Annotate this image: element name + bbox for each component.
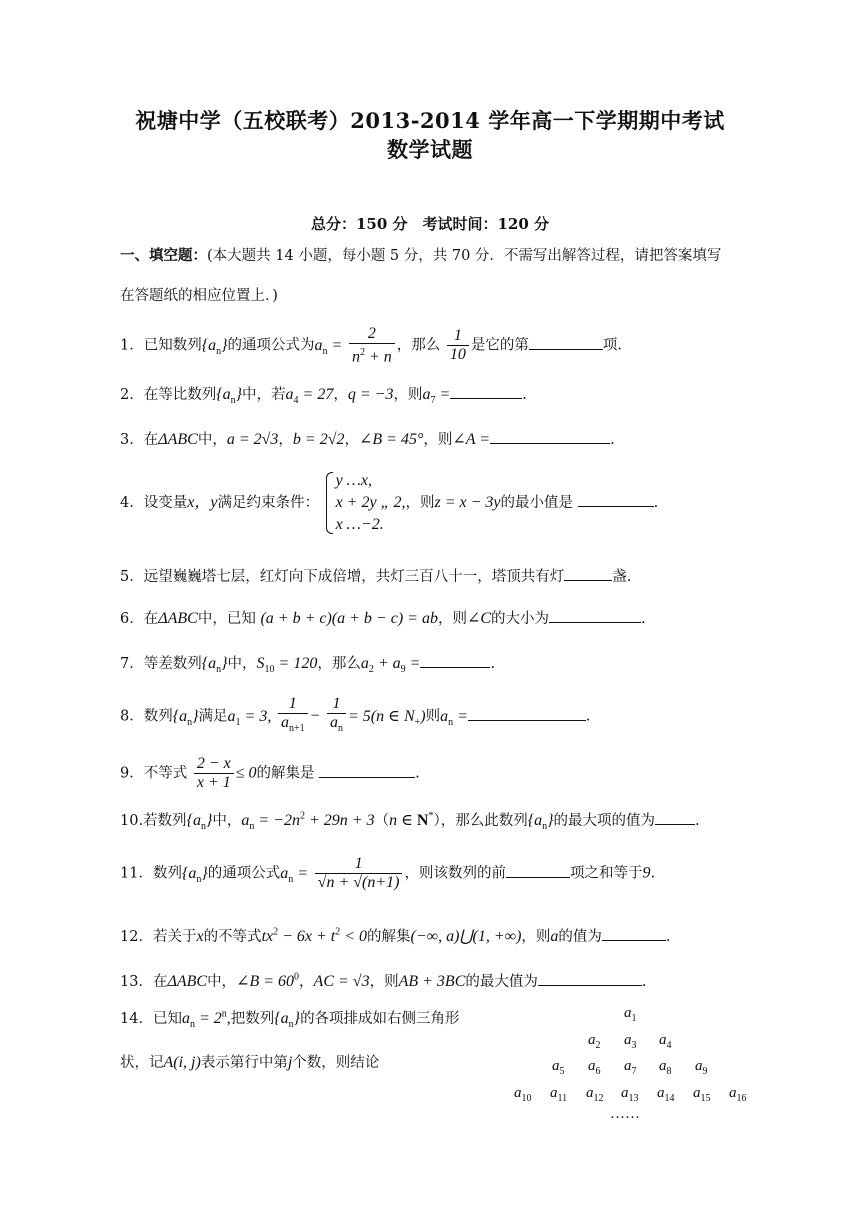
question-12: 12．若关于x的不等式$tx^2 - 6x + t^2 < 0$的解集(−∞, a)⋃(1, +∞)，则a的值为 . <box>120 926 671 945</box>
answer-blank[interactable] <box>602 926 666 941</box>
exam-meta: 总分：150 分 考试时间：120 分 <box>310 215 550 233</box>
answer-blank[interactable] <box>420 653 490 668</box>
section-instructions: (本大题共 14 小题，每小题 5 分，共 70 分．不需写出解答过程，请把答案填写 <box>207 248 722 264</box>
answer-blank[interactable] <box>450 384 522 399</box>
question-2: 2．在等比数列$\{a_n\}$中，若$a_4 = 27$，q = −3，则$a_7$ = . <box>120 386 527 407</box>
answer-blank[interactable] <box>468 706 586 721</box>
section-title: 一、填空题： <box>120 247 207 264</box>
question-7: 7．等差数列$\{a_n\}$中，$S_{10} = 120$，那么$a_2 + a_9$ = . <box>120 655 496 676</box>
answer-blank[interactable] <box>578 492 654 507</box>
answer-blank[interactable] <box>529 335 603 350</box>
question-8: 8．数列$\{a_n\}$满足$a_1 = 3$, $\frac{1}{a_{n+1}}$ − $\frac{1}{a_n}$ = 5(n ∈ $N_+$)则$a_n$ = . <box>120 695 591 735</box>
exam-subtitle: 数学试题 <box>387 137 473 162</box>
answer-blank[interactable] <box>319 763 415 778</box>
question-4: 4．设变量x，y满足约束条件： y …x, x + 2y „ 2, x …−2. ，则z = x − 3y的最小值是 . <box>120 472 659 533</box>
exam-title: 祝塘中学（五校联考）2013-2014 学年高一下学期期中考试 <box>135 108 725 133</box>
answer-blank[interactable] <box>506 863 570 878</box>
answer-blank[interactable] <box>490 429 610 444</box>
question-13: 13．在ΔABC中，∠B = $60^0$，AC = √3，则AB + 3BC的最大值为 . <box>120 971 647 990</box>
triangle-ellipsis: …… <box>610 1106 640 1122</box>
question-5: 5．远望巍巍塔七层，红灯向下成倍增，共灯三百八十一，塔顶共有灯 盏. <box>120 565 750 586</box>
question-3: 3．在ΔABC中，a = 2√3，b = 2√2，∠B = 45°，则∠A = . <box>120 431 615 448</box>
answer-blank[interactable] <box>655 810 695 825</box>
section-heading <box>120 244 750 268</box>
exam-page: 祝塘中学（五校联考）2013-2014 学年高一下学期期中考试 数学试题 总分：150 分 考试时间：120 分 一、填空题：(本大题共 14 小题，每小题 5 分，共 70 分．不需写出解答过程，请把答案填写 在答题纸的相应位置上．) 1．已知数列$\{a_n\}$的通项公式为$a_n$ = $\frac{2}{n^2 + n}$ ，那么 $\frac{1}{10}$ 是它的第 项. 2．在等比数列$\{a_n\}$中，若$a_4 = 27$，q = −3，则$a_7$ = . 3．在ΔABC中，a = 2√3，b = 2√2，∠B = 45°，则∠A = . 4．设变量x，y满足约束条件： y …x, x + 2y „ 2, x …−2. ，则z = x − 3y的最小值是 . 5．远望巍巍塔七层，红灯向下成倍增，共灯三百八十一，塔顶共有灯 盏. 6．在ΔABC中，已知 (a + b + c)(a + b − c) = ab，则∠C的大小为 . 7．等差数列$\{a_n\}$中，$S_{10} = 120$，那么$a_2 + a_9$ = . 8．数列$\{a_n\}$满足$a_1 = 3$, $\frac{1}{a_{n+1}}$ − $\frac{1}{a_n}$ = 5(n ∈ $N_+$)则$a_n$ = . 9．不等式 $\frac{2 - x}{x + 1}$ ≤ 0的解集是 . 10.若数列$\{a_n\}$中，$a_n = -2n^2 + 29n + 3(n$ ∈ N*），那么此数列$\{a_n\}$的最大项的值为 . 11．数列$\{a_n\}$的通项公式$a_n$ = $\frac{1}{√n + √(n+1)}$ ，则该数列的前 项之和等于9. 12．若关于x的不等式$tx^2 - 6x + t^2 < 0$的解集(−∞, a)⋃(1, +∞)，则a的值为 . 13．在ΔABC中，∠B = $60^0$，AC = √3，则AB + 3BC的最大值为 . 14．已知$a_n = 2^n$,把数列$\{a_n\}$的各项排成如右侧三角形 状，记A(i, j)表示第行中第j个数，则结论 $a_1$ $a_2$ $a_3$ $a_4$ $a_5$ $a_6$ $a_7$ $a_8$ $a_9$ $a_{10}$ $a_{11}$ $a_{12}$ $a_{13}$ $a_{14}$ $a_{15}$ $a_{16}$ …… <box>0 0 860 1216</box>
question-14-cont: 状，记A(i, j)表示第行中第j个数，则结论 <box>120 1054 380 1071</box>
answer-blank[interactable] <box>549 608 641 623</box>
question-6: 6．在ΔABC中，已知 (a + b + c)(a + b − c) = ab，则∠C的大小为 . <box>120 610 646 627</box>
question-10: 10.若数列$\{a_n\}$中，$a_n = -2n^2 + 29n + 3(n$ ∈ N*），那么此数列$\{a_n\}$的最大项的值为 . <box>120 810 700 833</box>
answer-blank[interactable] <box>564 566 612 581</box>
question-11: 11．数列$\{a_n\}$的通项公式$a_n$ = $\frac{1}{√n + √(n+1)}$ ，则该数列的前 项之和等于9. <box>120 855 656 891</box>
question-9: 9．不等式 $\frac{2 - x}{x + 1}$ ≤ 0的解集是 . <box>120 755 420 791</box>
question-1: 1．已知数列$\{a_n\}$的通项公式为$a_n$ = $\frac{2}{n^2 + n}$ ，那么 $\frac{1}{10}$ 是它的第 项. <box>120 325 622 366</box>
section-instructions-cont: 在答题纸的相应位置上．) <box>120 288 278 304</box>
question-14: 14．已知$a_n = 2^n$,把数列$\{a_n\}$的各项排成如右侧三角形 <box>120 1008 460 1031</box>
answer-blank[interactable] <box>538 971 642 986</box>
